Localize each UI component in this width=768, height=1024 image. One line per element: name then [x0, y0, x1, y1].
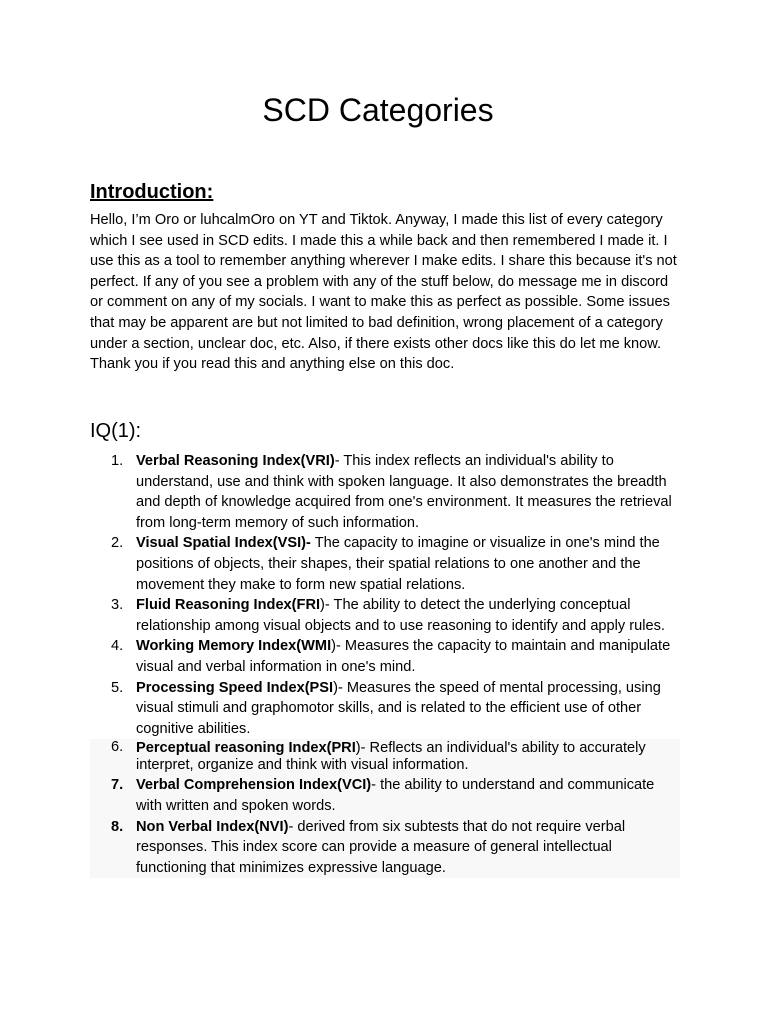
list-item-number: 2.: [111, 535, 124, 552]
list-item-term: Working Memory Index(WMI: [136, 638, 332, 655]
list-item-definition: - derived from six subtests that do not require verbal responses. This index score can provide a measure of general intellectual functioning that minimizes expressive language.: [136, 818, 626, 876]
list-item-definition: )- Measures the capacity to maintain and manipulate visual and verbal information in one's mind.: [136, 638, 671, 675]
list-item: [90, 817, 680, 879]
list-item-term: Fluid Reasoning Index(FRI: [136, 597, 321, 614]
list-item-term: Processing Speed Index(PSI: [136, 679, 334, 696]
list-item: [90, 595, 680, 636]
list-item-definition: )- Measures the speed of mental processing, using visual stimuli and graphomotor skills, and is related to the efficient use of other cognitive abilities.: [136, 679, 661, 737]
list-item-definition: - This index reflects an individual's ability to understand, use and think with spoken language. It also demonstrates the breadth and depth of knowledge acquired from one's environment. It measures the retrieval from long-term memory of such information.: [136, 453, 672, 531]
list-item-number: 3.: [111, 597, 124, 614]
list-item: [90, 775, 680, 816]
introduction-paragraph: Hello, I’m Oro or luhcalmOro on YT and Tiktok. Anyway, I made this list of every category which I see used in SCD edits. I made this a while back and then remembered I made it. I use this as a tool to remember anything wherever I make edits. I share this because it's not perfect. If any of you see a problem with any of the stuff below, do message me in discord or comment on any of my socials. I want to make this as perfect as possible. Some issues that may be apparent are but not limited to bad definition, wrong placement of a category under a section, unclear doc, etc. Also, if there exists other docs like this do let me know. Thank you if you read this and anything else on this doc.: [90, 212, 677, 373]
list-item: [90, 739, 680, 775]
list-item-number: 4.: [111, 638, 124, 655]
list-item-term: Visual Spatial Index(VSI)-: [136, 535, 311, 552]
list-item-term: Verbal Comprehension Index(VCI): [136, 777, 372, 794]
list-item: [90, 678, 680, 740]
list-item-number: 5.: [111, 679, 124, 696]
list-item-number: 8.: [111, 818, 124, 835]
list-item: [90, 636, 680, 677]
list-item-number: 7.: [111, 777, 124, 794]
list-item-term: Verbal Reasoning Index(VRI): [136, 453, 335, 469]
iq-category-list: [90, 451, 680, 878]
list-item: [90, 451, 680, 533]
list-item-number: 6.: [111, 739, 124, 756]
introduction-heading: Introduction:: [90, 181, 214, 203]
list-item-definition: )- The ability to detect the underlying conceptual relationship among visual objects and to use reasoning to identify and apply rules.: [136, 597, 665, 634]
iq-section-heading: IQ(1):: [90, 420, 142, 442]
list-item-definition: The capacity to imagine or visualize in one's mind the positions of objects, their shapes, their spatial relations to one another and the movement they make to form new spatial relations.: [136, 535, 660, 593]
list-item-definition: )- Reflects an individual's ability to accurately interpret, organize and think with visual information.: [136, 740, 646, 774]
document-title: SCD Categories: [262, 92, 494, 128]
list-item-definition: - the ability to understand and communicate with written and spoken words.: [136, 777, 655, 814]
list-item: [90, 533, 680, 595]
list-item-term: Perceptual reasoning Index(PRI: [136, 740, 356, 757]
list-item-term: Non Verbal Index(NVI): [136, 818, 289, 835]
list-item-number: 1.: [111, 453, 124, 469]
